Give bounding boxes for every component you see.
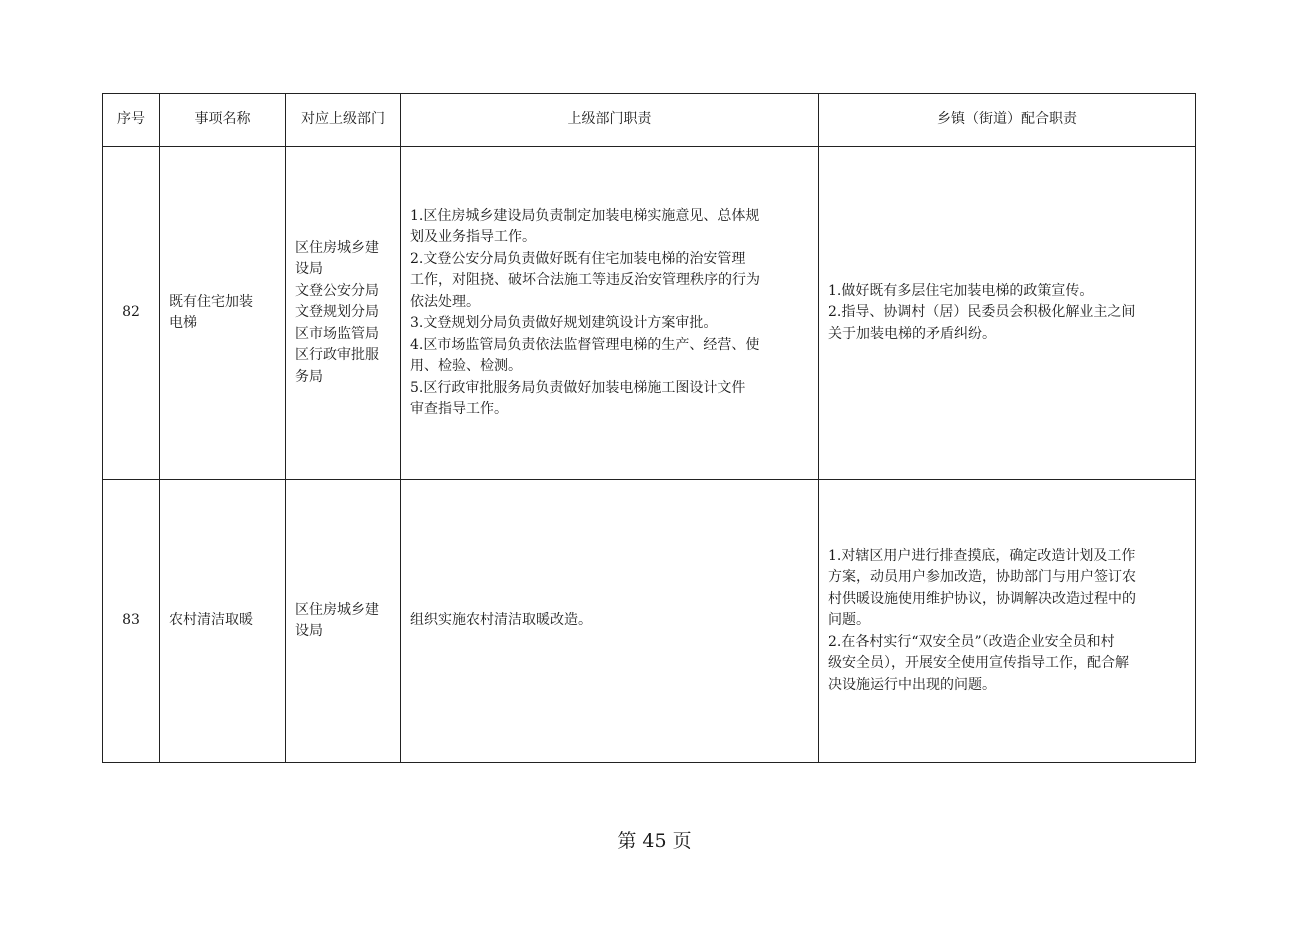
header-seq: 序号 xyxy=(103,94,160,147)
responsibility-table xyxy=(102,93,1196,763)
cell-line: 关于加装电梯的矛盾纠纷。 xyxy=(828,325,996,342)
cell-line: 决设施运行中出现的问题。 xyxy=(828,676,996,693)
cell-line: 划及业务指导工作。 xyxy=(410,229,536,245)
cell-line: 区住房城乡建 xyxy=(295,601,379,618)
cell-line: 设局 xyxy=(295,623,323,639)
seq-cell: 83 xyxy=(103,480,160,763)
cell-line: 文登规划分局 xyxy=(295,304,379,321)
cell-line: 工作，对阻挠、破坏合法施工等违反治安管理秩序的行为 xyxy=(410,272,760,288)
item-name-cell xyxy=(160,147,286,480)
town-duty-cell xyxy=(819,480,1196,763)
header-town-duty: 乡镇（街道）配合职责 xyxy=(819,94,1196,147)
cell-line: 既有住宅加装 xyxy=(169,293,253,310)
cell-line: 审查指导工作。 xyxy=(410,401,508,417)
cell-line: 1.对辖区用户进行排查摸底，确定改造计划及工作 xyxy=(828,547,1136,564)
cell-line: 2.指导、协调村（居）民委员会积极化解业主之间 xyxy=(828,304,1136,321)
header-item-name: 事项名称 xyxy=(160,94,286,147)
cell-line: 2.在各村实行“双安全员”（改造企业安全员和村 xyxy=(828,633,1115,650)
cell-line: 村供暖设施使用维护协议，协调解决改造过程中的 xyxy=(828,590,1136,607)
seq-cell: 82 xyxy=(103,147,160,480)
cell-line: 务局 xyxy=(295,368,323,385)
header-row xyxy=(103,94,1196,147)
cell-line: 依法处理。 xyxy=(410,293,480,310)
cell-line: 组织实施农村清洁取暖改造。 xyxy=(410,612,592,629)
cell-line: 电梯 xyxy=(169,315,197,331)
cell-line: 区市场监管局 xyxy=(295,325,379,342)
cell-line: 级安全员），开展安全使用宣传指导工作，配合解 xyxy=(828,655,1129,672)
page-number: 第 45 页 xyxy=(617,830,692,852)
cell-line: 用、检验、检测。 xyxy=(410,358,522,374)
department-duty-cell xyxy=(401,480,819,763)
cell-line: 4.区市场监管局负责依法监督管理电梯的生产、经营、使 xyxy=(410,336,760,353)
cell-line: 区住房城乡建 xyxy=(295,239,379,256)
cell-line: 3.文登规划分局负责做好规划建筑设计方案审批。 xyxy=(410,315,718,331)
table-row xyxy=(103,147,1196,480)
cell-line: 5.区行政审批服务局负责做好加装电梯施工图设计文件 xyxy=(410,379,746,396)
cell-line: 区行政审批服 xyxy=(295,347,379,364)
cell-line: 1.区住房城乡建设局负责制定加装电梯实施意见、总体规 xyxy=(410,207,760,224)
cell-line: 文登公安分局 xyxy=(295,282,379,299)
cell-line: 设局 xyxy=(295,261,323,278)
department-duty-cell xyxy=(401,147,819,480)
item-name-cell xyxy=(160,480,286,763)
table-row xyxy=(103,480,1196,763)
cell-line: 农村清洁取暖 xyxy=(169,612,253,629)
cell-line: 问题。 xyxy=(828,612,870,629)
header-department: 对应上级部门 xyxy=(286,94,401,147)
cell-line: 1.做好既有多层住宅加装电梯的政策宣传。 xyxy=(828,282,1094,299)
cell-line: 2.文登公安分局负责做好既有住宅加装电梯的治安管理 xyxy=(410,250,746,267)
town-duty-cell xyxy=(819,147,1196,480)
department-cell xyxy=(286,147,401,480)
header-department-duty: 上级部门职责 xyxy=(401,94,819,147)
department-cell xyxy=(286,480,401,763)
cell-line: 方案，动员用户参加改造，协助部门与用户签订农 xyxy=(828,569,1136,586)
